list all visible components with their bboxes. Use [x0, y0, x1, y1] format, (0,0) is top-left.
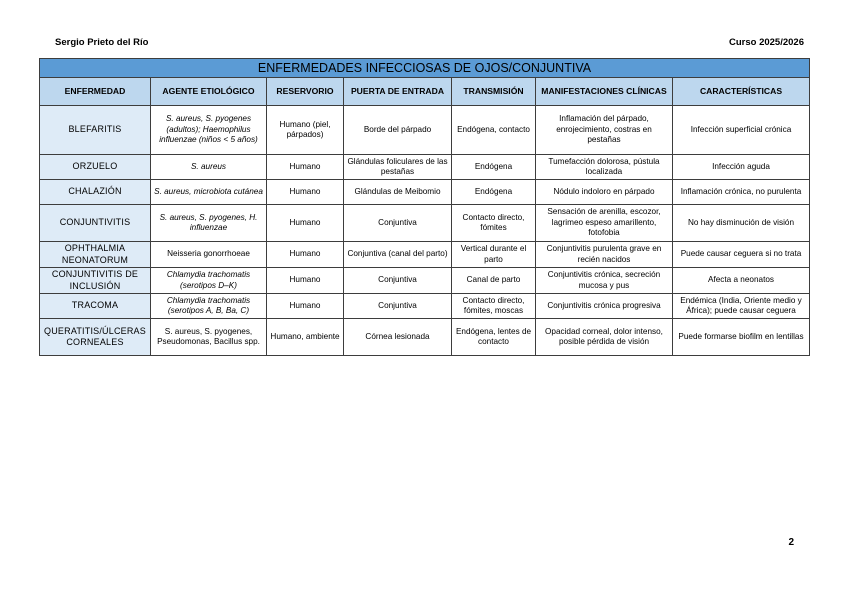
entry-cell: Conjuntiva: [344, 268, 452, 294]
transmission-cell: Vertical durante el parto: [452, 242, 536, 268]
entry-cell: Glándulas foliculares de las pestañas: [344, 155, 452, 180]
entry-cell: Borde del párpado: [344, 106, 452, 155]
manifestations-cell: Conjuntivitis crónica progresiva: [536, 294, 673, 319]
disease-cell: BLEFARITIS: [40, 106, 151, 155]
entry-cell: Conjuntiva: [344, 294, 452, 319]
page-number: 2: [788, 537, 794, 548]
manifestations-cell: Conjuntivitis purulenta grave en recién nacidos: [536, 242, 673, 268]
transmission-cell: Endógena: [452, 155, 536, 180]
column-header: PUERTA DE ENTRADA: [344, 78, 452, 106]
manifestations-cell: Opacidad corneal, dolor intenso, posible pérdida de visión: [536, 319, 673, 356]
column-header: TRANSMISIÓN: [452, 78, 536, 106]
manifestations-cell: Conjuntivitis crónica, secreción mucosa y pus: [536, 268, 673, 294]
diseases-table: [39, 58, 810, 356]
agent-cell: S. aureus, S. pyogenes, Pseudomonas, Bacillus spp.: [151, 319, 267, 356]
reservoir-cell: Humano: [267, 155, 344, 180]
column-header: MANIFESTACIONES CLÍNICAS: [536, 78, 673, 106]
agent-cell: S. aureus, microbiota cutánea: [151, 180, 267, 205]
table-row: [40, 319, 810, 356]
manifestations-cell: Sensación de arenilla, escozor, lagrimeo espeso amarillento, fotofobia: [536, 205, 673, 242]
manifestations-cell: Inflamación del párpado, enrojecimiento, costras en pestañas: [536, 106, 673, 155]
characteristics-cell: Endémica (India, Oriente medio y África); puede causar ceguera: [673, 294, 810, 319]
reservoir-cell: Humano: [267, 268, 344, 294]
manifestations-cell: Tumefacción dolorosa, pústula localizada: [536, 155, 673, 180]
reservoir-cell: Humano: [267, 180, 344, 205]
transmission-cell: Canal de parto: [452, 268, 536, 294]
disease-cell: CONJUNTIVITIS: [40, 205, 151, 242]
column-header-row: [40, 78, 810, 106]
table-row: [40, 180, 810, 205]
reservoir-cell: Humano: [267, 242, 344, 268]
agent-cell: Neisseria gonorrhoeae: [151, 242, 267, 268]
manifestations-cell: Nódulo indoloro en párpado: [536, 180, 673, 205]
column-header: RESERVORIO: [267, 78, 344, 106]
entry-cell: Conjuntiva: [344, 205, 452, 242]
disease-cell: TRACOMA: [40, 294, 151, 319]
disease-cell: CONJUNTIVITIS DE INCLUSIÓN: [40, 268, 151, 294]
disease-cell: QUERATITIS/ÚLCERAS CORNEALES: [40, 319, 151, 356]
characteristics-cell: Infección superficial crónica: [673, 106, 810, 155]
agent-cell: Chlamydia trachomatis (serotipos A, B, Ba, C): [151, 294, 267, 319]
column-header: AGENTE ETIOLÓGICO: [151, 78, 267, 106]
reservoir-cell: Humano (piel, párpados): [267, 106, 344, 155]
reservoir-cell: Humano: [267, 205, 344, 242]
course-label: Curso 2025/2026: [729, 37, 804, 48]
table-title: ENFERMEDADES INFECCIOSAS DE OJOS/CONJUNTIVA: [40, 59, 810, 78]
entry-cell: Córnea lesionada: [344, 319, 452, 356]
characteristics-cell: Puede causar ceguera si no trata: [673, 242, 810, 268]
transmission-cell: Endógena, lentes de contacto: [452, 319, 536, 356]
agent-cell: S. aureus, S. pyogenes (adultos); Haemophilus influenzae (niños < 5 años): [151, 106, 267, 155]
reservoir-cell: Humano, ambiente: [267, 319, 344, 356]
reservoir-cell: Humano: [267, 294, 344, 319]
column-header: CARACTERÍSTICAS: [673, 78, 810, 106]
disease-cell: OPHTHALMIA NEONATORUM: [40, 242, 151, 268]
characteristics-cell: Puede formarse biofilm en lentillas: [673, 319, 810, 356]
entry-cell: Conjuntiva (canal del parto): [344, 242, 452, 268]
table-row: [40, 106, 810, 155]
table-row: [40, 205, 810, 242]
agent-cell: S. aureus, S. pyogenes, H. influenzae: [151, 205, 267, 242]
disease-cell: ORZUELO: [40, 155, 151, 180]
transmission-cell: Contacto directo, fómites, moscas: [452, 294, 536, 319]
table-row: [40, 242, 810, 268]
agent-cell: Chlamydia trachomatis (serotipos D–K): [151, 268, 267, 294]
table-row: [40, 294, 810, 319]
transmission-cell: Contacto directo, fómites: [452, 205, 536, 242]
transmission-cell: Endógena: [452, 180, 536, 205]
column-header: ENFERMEDAD: [40, 78, 151, 106]
characteristics-cell: Infección aguda: [673, 155, 810, 180]
characteristics-cell: Afecta a neonatos: [673, 268, 810, 294]
table-row: [40, 155, 810, 180]
transmission-cell: Endógena, contacto: [452, 106, 536, 155]
characteristics-cell: No hay disminución de visión: [673, 205, 810, 242]
disease-cell: CHALAZIÓN: [40, 180, 151, 205]
agent-cell: S. aureus: [151, 155, 267, 180]
table-row: [40, 268, 810, 294]
characteristics-cell: Inflamación crónica, no purulenta: [673, 180, 810, 205]
author-name: Sergio Prieto del Río: [55, 37, 149, 48]
entry-cell: Glándulas de Meibomio: [344, 180, 452, 205]
